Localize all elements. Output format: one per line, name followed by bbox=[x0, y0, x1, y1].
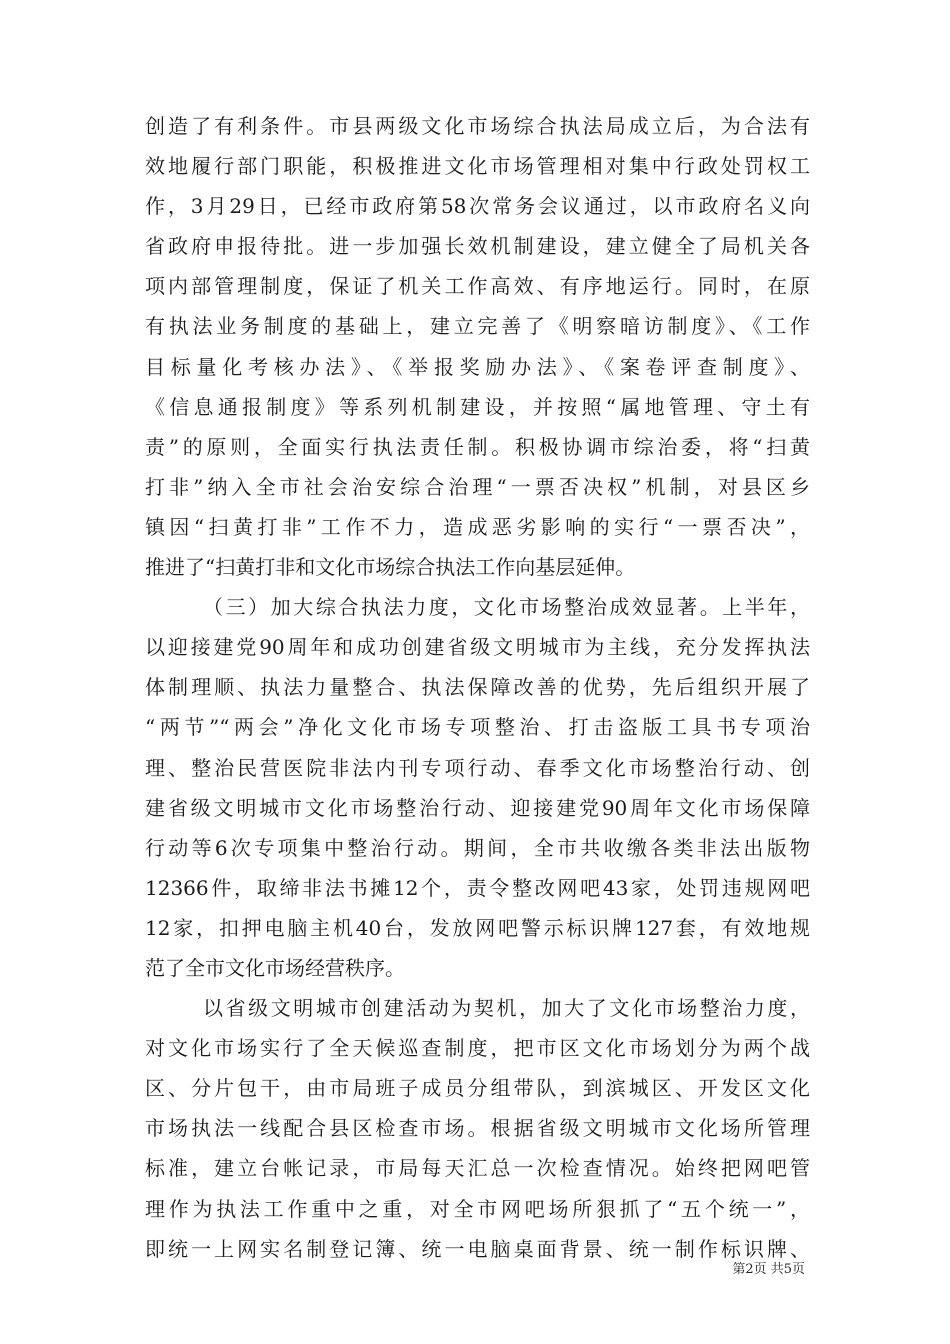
text-line: 创造了有利条件。市县两级文化市场综合执法局成立后，为合法有 bbox=[145, 114, 810, 138]
text-line: 建省级文明城市文化市场整治行动、迎接建党90周年文化市场保障 bbox=[145, 795, 810, 820]
body-text bbox=[145, 106, 810, 1269]
text-line: 项内部管理制度，保证了机关工作高效、有序地运行。同时，在原 bbox=[145, 274, 810, 299]
text-line: 责”的原则，全面实行执法责任制。积极协调市综治委，将“扫黄 bbox=[145, 434, 810, 459]
text-line: 省政府申报待批。进一步加强长效机制建设，建立健全了局机关各 bbox=[145, 234, 810, 259]
text-line: 12家，扣押电脑主机40台，发放网吧警示标识牌127套，有效地规 bbox=[145, 915, 810, 940]
text-line: 区、分片包干，由市局班子成员分组带队，到滨城区、开发区文化 bbox=[145, 1076, 810, 1101]
text-line: 以迎接建党90周年和成功创建省级文明城市为主线，充分发挥执法 bbox=[145, 635, 810, 660]
paragraph-first-line: 以省级文明城市创建活动为契机，加大了文化市场整治力度， bbox=[203, 996, 810, 1021]
text-line: 对文化市场实行了全天候巡查制度，把市区文化市场划分为两个战 bbox=[145, 1036, 810, 1061]
text-line: 市场执法一线配合县区检查市场。根据省级文明城市文化场所管理 bbox=[145, 1116, 810, 1141]
text-line: 《信息通报制度》等系列机制建设，并按照“属地管理、守土有 bbox=[145, 394, 810, 419]
text-line: 推进了“扫黄打非和文化市场综合执法工作向基层延伸。 bbox=[145, 555, 636, 580]
text-line: 打非”纳入全市社会治安综合治理“一票否决权”机制，对县区乡 bbox=[145, 474, 810, 499]
text-line: “两节”“两会”净化文化市场专项整治、打击盗版工具书专项治 bbox=[145, 715, 810, 740]
text-line: 作，3月29日，已经市政府第58次常务会议通过，以市政府名义向 bbox=[145, 194, 810, 219]
text-line: 有执法业务制度的基础上，建立完善了《明察暗访制度》、《工作 bbox=[145, 314, 810, 339]
text-line: 效地履行部门职能，积极推进文化市场管理相对集中行政处罚权工 bbox=[145, 154, 810, 179]
section-heading-line: （三）加大综合执法力度，文化市场整治成效显著。上半年， bbox=[203, 595, 810, 620]
text-line: 体制理顺、执法力量整合、执法保障改善的优势，先后组织开展了 bbox=[145, 675, 810, 700]
text-line: 镇因“扫黄打非”工作不力，造成恶劣影响的实行“一票否决”， bbox=[145, 514, 810, 539]
text-line: 即统一上网实名制登记簿、统一电脑桌面背景、统一制作标识牌、 bbox=[145, 1236, 810, 1261]
text-line: 理作为执法工作重中之重，对全市网吧场所狠抓了“五个统一”， bbox=[145, 1196, 810, 1221]
text-line: 行动等6次专项集中整治行动。期间，全市共收缴各类非法出版物 bbox=[145, 835, 810, 860]
text-line: 目标量化考核办法》、《举报奖励办法》、《案卷评查制度》、 bbox=[145, 354, 810, 379]
text-line: 理、整治民营医院非法内刊专项行动、春季文化市场整治行动、创 bbox=[145, 755, 810, 780]
text-line: 范了全市文化市场经营秩序。 bbox=[145, 955, 405, 980]
text-line: 12366件，取缔非法书摊12个，责令整改网吧43家，处罚违规网吧 bbox=[145, 875, 810, 900]
page-number-footer: 第2页 共5页 bbox=[732, 1262, 805, 1277]
text-line: 标准，建立台帐记录，市局每天汇总一次检查情况。始终把网吧管 bbox=[145, 1156, 810, 1181]
